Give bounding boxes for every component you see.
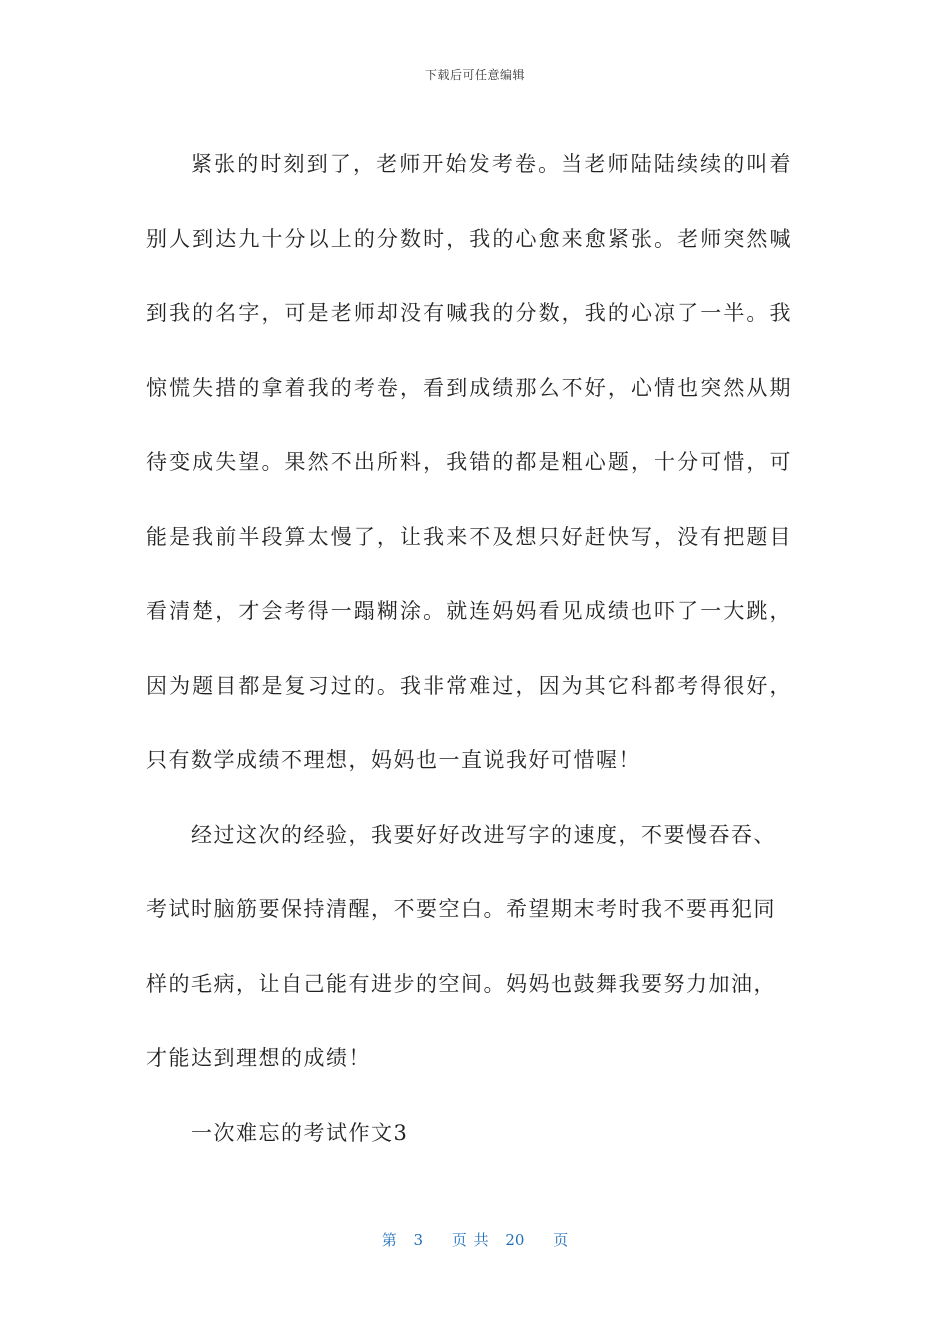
header-note: 下载后可任意编辑 — [424, 68, 525, 82]
footer-total-pages: 20 — [505, 1231, 525, 1249]
footer-page-number: 3 — [413, 1231, 424, 1249]
paragraph-1: 紧张的时刻到了，老师开始发考卷。当老师陆陆续续的叫着别人到达九十分以上的分数时，我的心愈来愈紧张。老师突然喊到我的名字，可是老师却没有喊我的分数，我的心凉了一半。我惊慌失措的拿着我的考卷，看到成绩那么不好，心情也突然从期待变成失望。果然不出所料，我错的都是粗心题，十分可惜，可能是我前半段算太慢了，让我来不及想只好赶快写，没有把题目看清楚，才会考得一蹋糊涂。就连妈妈看见成绩也吓了一大跳，因为题目都是复习过的。我非常难过，因为其它科都考得很好，只有数学成绩不理想，妈妈也一直说我好可惜喔！ — [146, 152, 792, 772]
footer-prefix: 第 — [381, 1231, 397, 1249]
document-body — [146, 127, 792, 1170]
footer-suffix: 页 — [553, 1231, 569, 1249]
paragraph-2: 经过这次的经验，我要好好改进写字的速度，不要慢吞吞、考试时脑筋要保持清醒，不要空白。希望期末考时我不要再犯同样的毛病，让自己能有进步的空间。妈妈也鼓舞我要努力加油，才能达到理想的成绩！ — [146, 822, 776, 1070]
footer-middle: 页 共 — [451, 1231, 489, 1249]
page-footer — [0, 1229, 950, 1250]
section-title: 一次难忘的考试作文3 — [191, 1120, 409, 1145]
